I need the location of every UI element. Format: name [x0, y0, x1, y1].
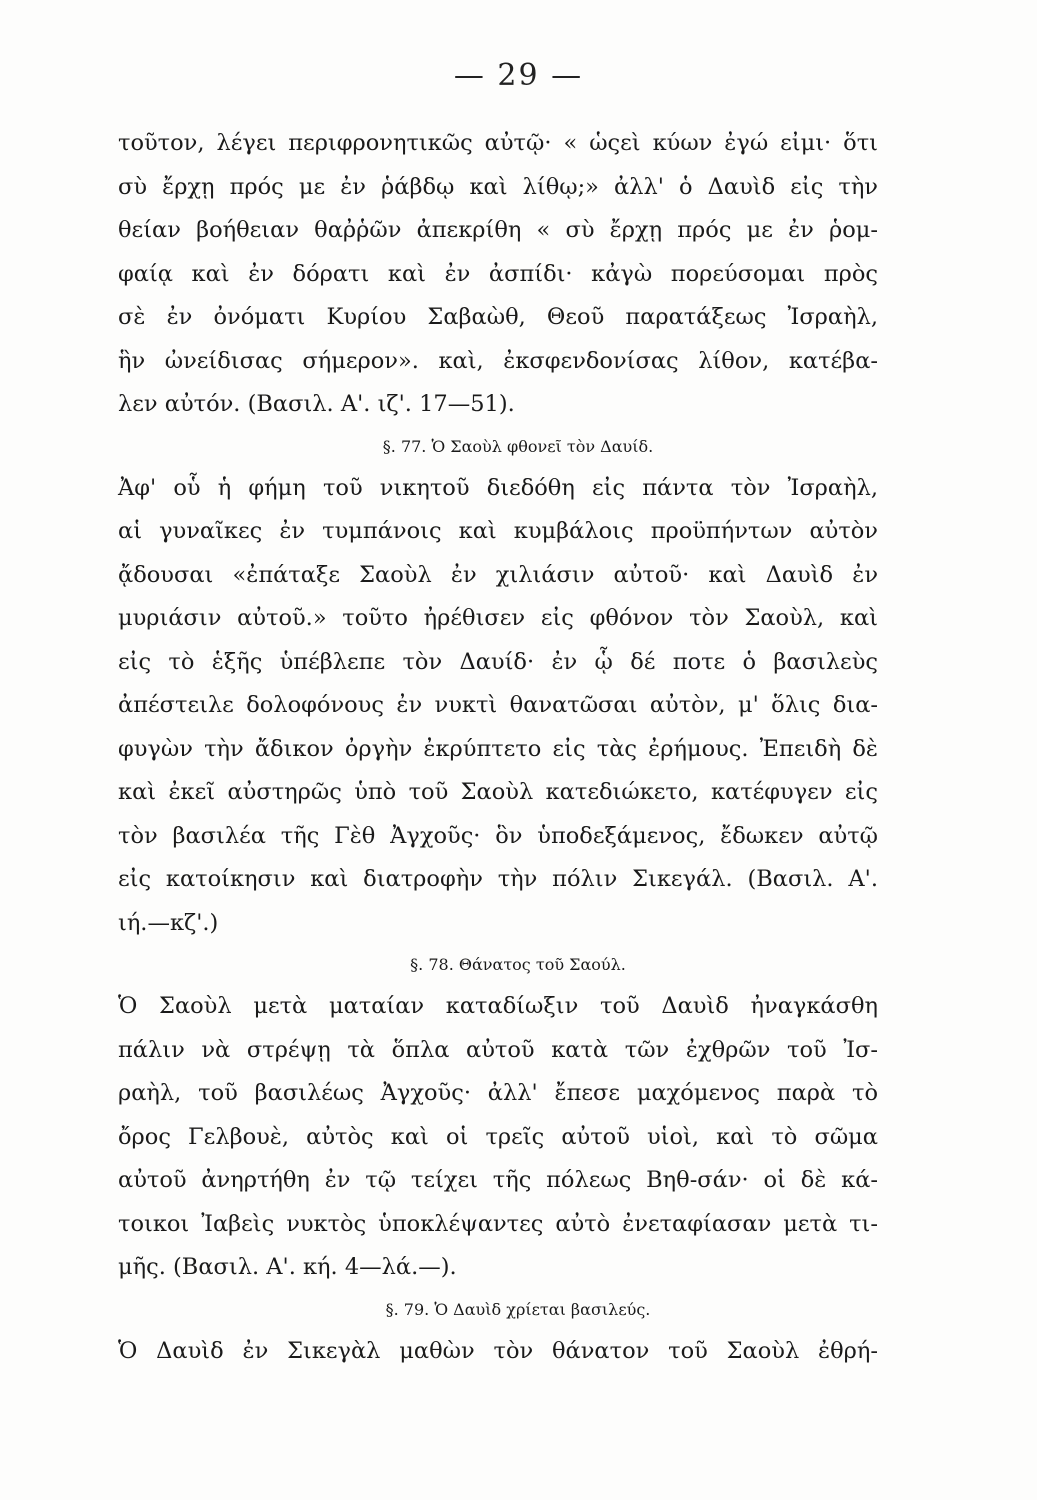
text-line: ραὴλ, τοῦ βασιλέως Ἀγχοῦς· ἀλλ' ἔπεσε μαχόμενος παρὰ τὸ: [118, 1080, 878, 1106]
text-line: Ἀφ' οὗ ἡ φήμη τοῦ νικητοῦ διεδόθη εἰς πάντα τὸν Ἰσραὴλ,: [118, 474, 878, 501]
text-line: ιή.—κζ'.): [118, 909, 219, 936]
text-line: φαίᾳ καὶ ἐν δόρατι καὶ ἐν ἀσπίδι· κἀγὼ πορεύσομαι πρὸς: [118, 260, 878, 287]
text-line: εἰς τὸ ἑξῆς ὑπέβλεπε τὸν Δαυίδ· ἐν ᾧ δέ ποτε ὁ βασιλεὺς: [118, 648, 878, 675]
text-line: μῆς. (Βασιλ. Α'. κή. 4—λά.—).: [118, 1254, 457, 1280]
text-line: Ὁ Σαοὺλ μετὰ ματαίαν καταδίωξιν τοῦ Δαυὶδ ἠναγκάσθη: [118, 993, 878, 1019]
page-number: — 29 —: [453, 58, 584, 93]
text-line: σὲ ἐν ὀνόματι Κυρίου Σαβαὼθ, Θεοῦ παρατάξεως Ἰσραὴλ,: [118, 304, 878, 330]
section-heading-78: §. 78. Θάνατος τοῦ Σαούλ.: [410, 955, 626, 974]
text-line: ἀπέστειλε δολοφόνους ἐν νυκτὶ θανατῶσαι αὐτὸν, μ' ὅλις δια-: [118, 692, 878, 718]
text-line: θείαν βοήθειαν θαῤῥῶν ἀπεκρίθη « σὺ ἔρχῃ πρός με ἐν ῥομ-: [118, 217, 878, 243]
text-line: εἰς κατοίκησιν καὶ διατροφὴν τὴν πόλιν Σικεγάλ. (Βασιλ. Α'.: [118, 866, 878, 892]
text-line: καὶ ἐκεῖ αὐστηρῶς ὑπὸ τοῦ Σαοὺλ κατεδιώκετο, κατέφυγεν εἰς: [118, 779, 878, 805]
text-line: σὺ ἔρχῃ πρός με ἐν ῥάβδῳ καὶ λίθῳ;» ἀλλ' ὁ Δαυὶδ εἰς τὴν: [118, 173, 878, 200]
text-line: τοικοι Ἰαβεὶς νυκτὸς ὑποκλέψαντες αὐτὸ ἐνεταφίασαν μετὰ τι-: [118, 1210, 878, 1237]
text-line: λεν αὐτόν. (Βασιλ. Α'. ιζ'. 17—51).: [118, 391, 515, 417]
page-text: [118, 122, 878, 1373]
section-heading-79: §. 79. Ὁ Δαυὶδ χρίεται βασιλεύς.: [385, 1299, 651, 1319]
text-line: ὄρος Γελβουὲ, αὐτὸς καὶ οἱ τρεῖς αὐτοῦ υἱοὶ, καὶ τὸ σῶμα: [118, 1123, 878, 1150]
text-line: ᾄδουσαι «ἐπάταξε Σαοὺλ ἐν χιλιάσιν αὐτοῦ· καὶ Δαυὶδ ἐν: [118, 561, 878, 588]
section-heading-77: §. 77. Ὁ Σαοὺλ φθονεῖ τὸν Δαυίδ.: [382, 436, 654, 456]
text-line: μυριάσιν αὐτοῦ.» τοῦτο ἠρέθισεν εἰς φθόνον τὸν Σαοὺλ, καὶ: [118, 605, 878, 631]
text-line: τὸν βασιλέα τῆς Γὲθ Ἀγχοῦς· ὃν ὑποδεξάμενος, ἔδωκεν αὐτῷ: [118, 822, 878, 849]
text-line: τοῦτον, λέγει περιφρονητικῶς αὐτῷ· « ὡςεὶ κύων ἐγώ εἰμι· ὅτι: [118, 130, 878, 156]
text-line: φυγὼν τὴν ἄδικον ὀργὴν ἐκρύπτετο εἰς τὰς ἐρήμους. Ἐπειδὴ δὲ: [118, 735, 878, 762]
text-line: πάλιν νὰ στρέψῃ τὰ ὅπλα αὐτοῦ κατὰ τῶν ἐχθρῶν τοῦ Ἰσ-: [118, 1036, 878, 1063]
text-line: ἣν ὠνείδισας σήμερον». καὶ, ἐκσφενδονίσας λίθον, κατέβα-: [118, 347, 878, 374]
text-line: αὐτοῦ ἀνηρτήθη ἐν τῷ τείχει τῆς πόλεως Βηθ-σάν· οἱ δὲ κά-: [118, 1167, 878, 1193]
text-line: αἱ γυναῖκες ἐν τυμπάνοις καὶ κυμβάλοις προϋπήντων αὐτὸν: [118, 518, 878, 544]
text-line: Ὁ Δαυὶδ ἐν Σικεγὰλ μαθὼν τὸν θάνατον τοῦ Σαοὺλ ἐθρή-: [118, 1337, 878, 1364]
